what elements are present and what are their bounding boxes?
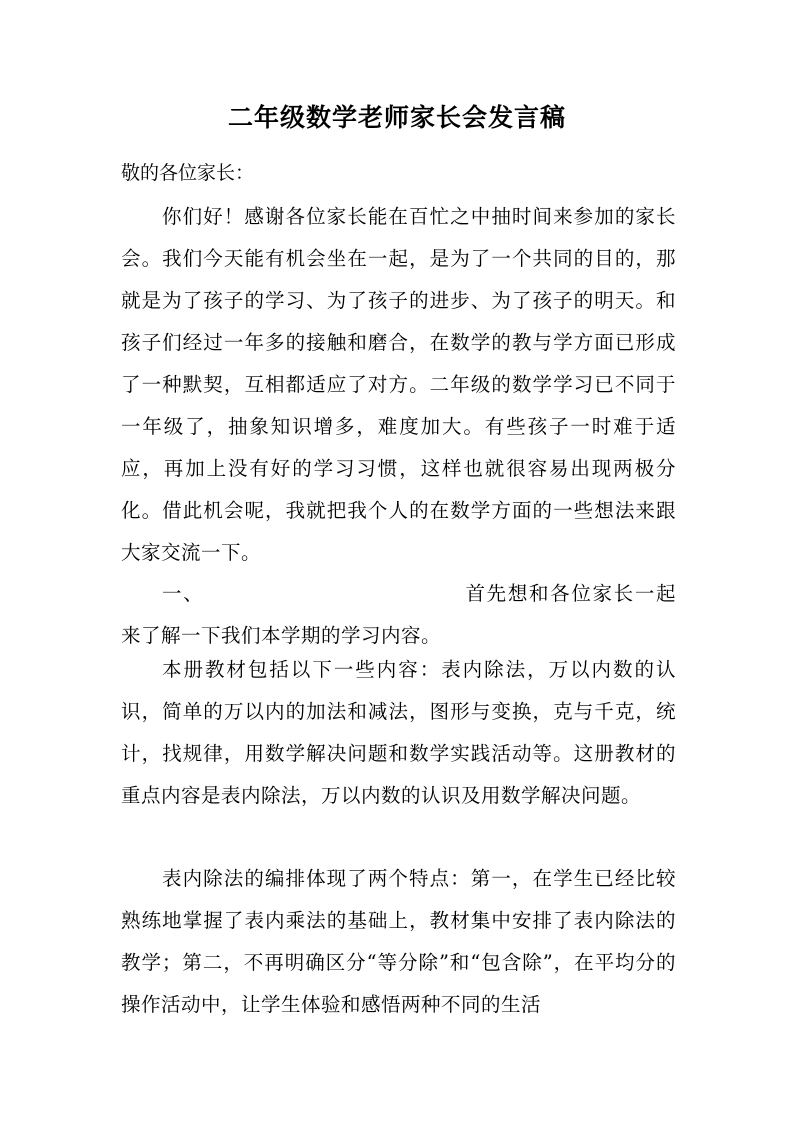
section-one-text: 首先想和各位家长一起来了解一下我们本学期的学习内容。: [121, 582, 676, 647]
paragraph-opening: 你们好！感谢各位家长能在百忙之中抽时间来参加的家长会。我们今天能有机会坐在一起，是为了一个共同的目的，那就是为了孩子的学习、为了孩子的进步、为了孩子的明天。和孩子们经过一年多的接触和磨合，在数学的教与学方面已形成了一种默契，互相都适应了对方。二年级的数学学习已不同于一年级了，抽象知识增多，难度加大。有些孩子一时难于适应，再加上没有好的学习习惯，这样也就很容易出现两极分化。借此机会呢，我就把我个人的在数学方面的一些想法来跟大家交流一下。: [121, 205, 676, 564]
section-one-number: 一、: [162, 582, 205, 605]
paragraph-division-features: 表内除法的编排体现了两个特点：第一，在学生已经比较熟练地掌握了表内乘法的基础上，教材集中安排了表内除法的教学；第二，不再明确区分“等分除”和“包含除”，在平均分的操作活动中，让学生体验和感悟两种不同的生活: [121, 867, 676, 1016]
paragraph-textbook-content: 本册教材包括以下一些内容：表内除法，万以内数的认识，简单的万以内的加法和减法，图形与变换，克与千克，统计，找规律，用数学解决问题和数学实践活动等。这册教材的重点内容是表内除法，万以内数的认识及用数学解决问题。: [121, 658, 676, 807]
section-one-heading: [121, 573, 676, 657]
document-title: 二年级数学老师家长会发言稿: [227, 103, 566, 132]
greeting-line: 敬的各位家长：: [121, 162, 255, 184]
